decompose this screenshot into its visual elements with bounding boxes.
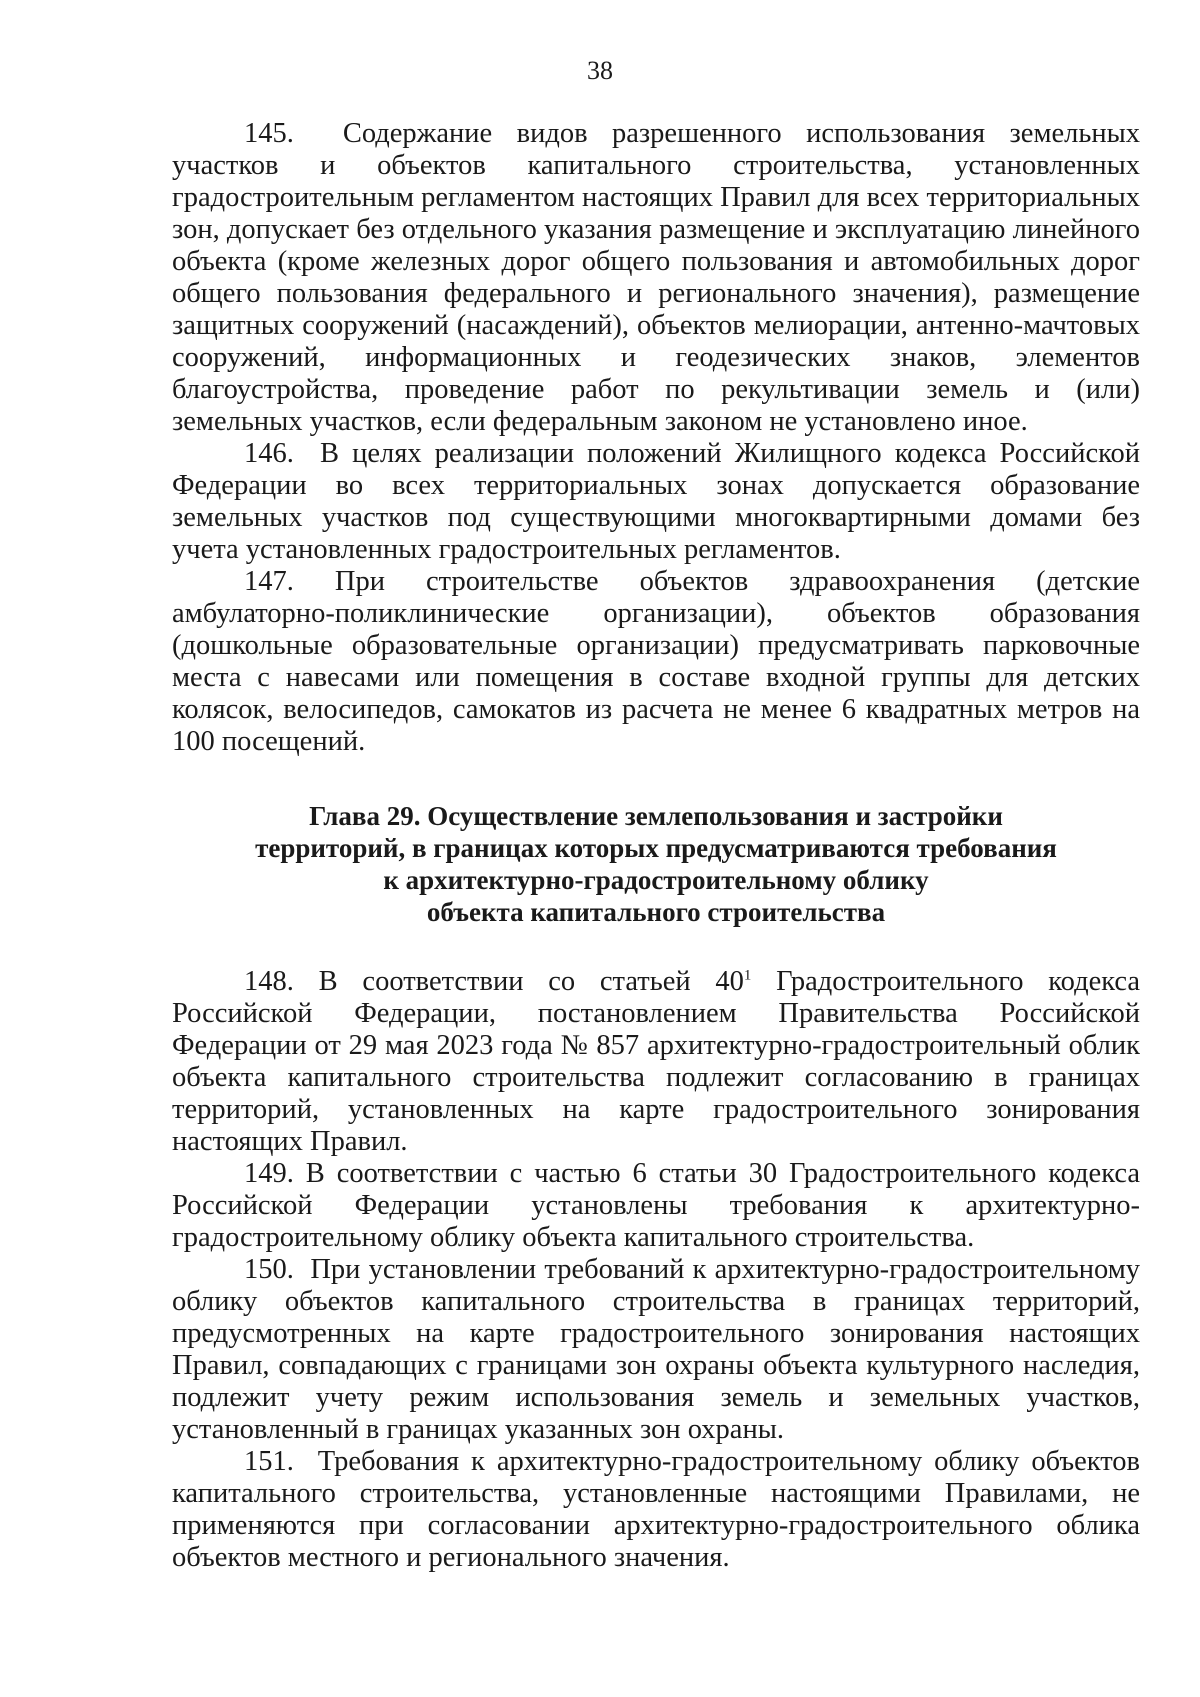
- paragraph-text: В соответствии с частью 6 статьи 30 Градостроительного кодекса Российской Федерации установлены требования к архитектурно-градостроительному облику объекта капитального строительства.: [172, 1158, 1140, 1253]
- chapter-heading: [172, 800, 1140, 928]
- paragraph-number: 149.: [244, 1158, 294, 1189]
- paragraph-number: 146.: [244, 438, 294, 469]
- paragraph-text: Содержание видов разрешенного использования земельных участков и объектов капитального строительства, установленных градостроительным регламентом настоящих Правил для всех территориальных зон, допускает без отдельного указания размещение и эксплуатацию линейного объекта (кроме железных дорог общего пользования и автомобильных дорог общего пользования федерального и регионального значения), размещение защитных сооружений (насаждений), объектов мелиорации, антенно-мачтовых сооружений, информационных и геодезических знаков, элементов благоустройства, проведение работ по рекультивации земель и (или) земельных участков, если федеральным законом не установлено иное.: [172, 118, 1141, 437]
- paragraph-text-end: Градостроительного кодекса Российской Федерации, постановлением Правительства Российской Федерации от 29 мая 2023 года № 857 архитектурно-градостроительный облик объекта капитального строительства подлежит согласованию в границах территорий, установленных на карте градостроительного зонирования настоящих Правил.: [172, 966, 1141, 1157]
- paragraph-text: При установлении требований к архитектурно-градостроительному облику объектов капитального строительства в границах территорий, предусмотренных на карте градостроительного зонирования настоящих Правил, совпадающих с границами зон охраны объекта культурного наследия, подлежит учету режим использования земель и земельных участков, установленный в границах указанных зон охраны.: [172, 1254, 1140, 1445]
- paragraph-148: [172, 966, 1140, 1158]
- chapter-heading-line-2: территорий, в границах которых предусматриваются требования: [255, 833, 1057, 863]
- paragraph-number: 151.: [244, 1446, 294, 1477]
- paragraph-number: 148.: [244, 966, 294, 997]
- paragraph-text: Требования к архитектурно-градостроительному облику объектов капитального строительства, установленные настоящими Правилами, не применяются при согласовании архитектурно-градостроительного облика объектов местного и регионального значения.: [172, 1446, 1140, 1573]
- paragraph-147: [172, 566, 1140, 758]
- paragraph-151: [172, 1446, 1140, 1574]
- paragraph-149: [172, 1158, 1140, 1254]
- chapter-heading-line-1: Глава 29. Осуществление землепользования и застройки: [309, 801, 1003, 831]
- paragraphs-block-top: [172, 118, 1140, 758]
- paragraph-text-start: В соответствии со статьей 40: [318, 966, 744, 997]
- page-number: 38: [587, 56, 613, 85]
- paragraph-145: [172, 118, 1140, 438]
- paragraph-146: [172, 438, 1140, 566]
- paragraph-150: [172, 1254, 1140, 1446]
- paragraph-text: В целях реализации положений Жилищного кодекса Российской Федерации во всех территориальных зонах допускается образование земельных участков под существующими многоквартирными домами без учета установленных градостроительных регламентов.: [172, 438, 1141, 565]
- chapter-heading-line-3: к архитектурно-градостроительному облику: [383, 865, 929, 895]
- paragraph-number: 150.: [244, 1254, 294, 1285]
- superscript-1: 1: [743, 967, 752, 984]
- paragraph-number: 145.: [244, 118, 294, 149]
- paragraphs-block-bottom: [172, 966, 1140, 1574]
- paragraph-number: 147.: [244, 566, 294, 597]
- paragraph-text: При строительстве объектов здравоохранения (детские амбулаторно-поликлинические организации), объектов образования (дошкольные образовательные организации) предусматривать парковочные места с навесами или помещения в составе входной группы для детских колясок, велосипедов, самокатов из расчета не менее 6 квадратных метров на 100 посещений.: [172, 566, 1140, 757]
- chapter-heading-line-4: объекта капитального строительства: [426, 897, 886, 927]
